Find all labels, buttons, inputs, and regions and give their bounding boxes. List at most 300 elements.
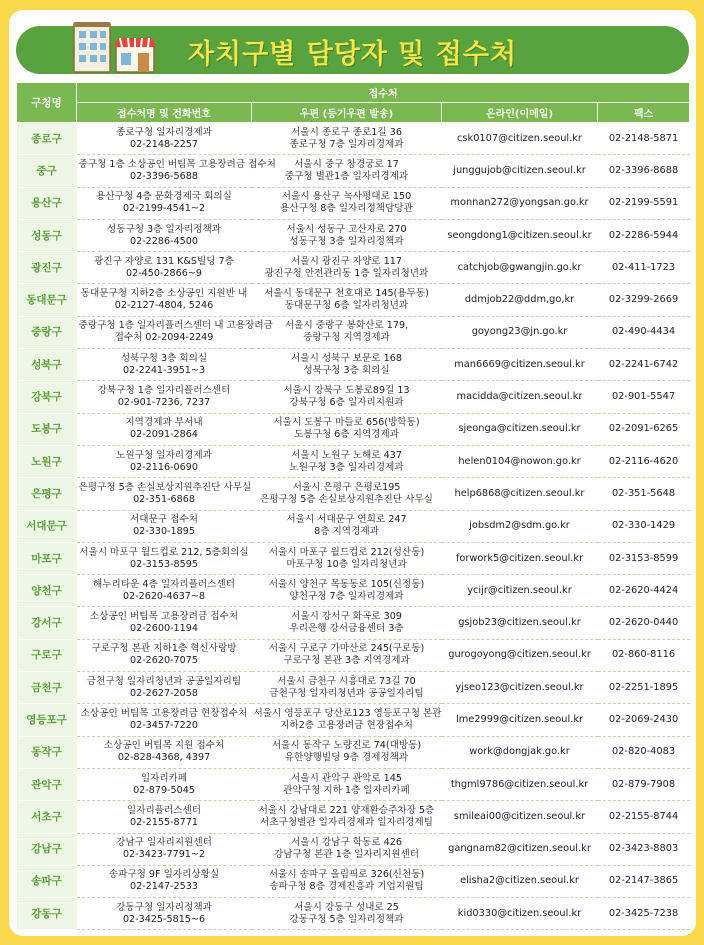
post-cell (252, 349, 442, 381)
fax-cell-line: 02-2620-4424 (608, 584, 679, 596)
post-cell-line: 강동구청 5층 일자리정책과 (289, 913, 404, 925)
district-cell-line: 강남구 (31, 843, 62, 856)
office-cell-line: 02-3457-7220 (130, 719, 198, 731)
fax-cell (598, 801, 690, 833)
district-cell-line: 성북구 (31, 358, 62, 371)
fax-cell (598, 316, 690, 348)
post-cell-line: 서울시 서대문구 연희로 247 (286, 514, 407, 526)
fax-cell-line: 02-3299-2669 (608, 294, 679, 306)
email-cell (442, 316, 598, 348)
email-cell (442, 704, 598, 736)
email-cell-line: ycijr@citizen.seoul.kr (467, 584, 572, 596)
email-cell (442, 219, 598, 251)
fax-cell-line: 02-820-4083 (611, 746, 676, 758)
email-cell (442, 187, 598, 219)
table-row (17, 187, 690, 219)
office-cell-line: 강북구청 1층 일자리플러스센터 (97, 385, 231, 397)
post-cell-line: 서울시 동대문구 천호대로 145(용두동) (264, 288, 429, 300)
fax-cell (598, 639, 690, 671)
office-cell-line: 광진구 자양로 131 K&S빌딩 7층 (94, 255, 234, 267)
district-cell (17, 445, 77, 477)
fax-cell (598, 219, 690, 251)
post-cell-line: 서울시 성북구 보문로 168 (291, 352, 402, 364)
table-row (17, 704, 690, 736)
office-cell-line: 02-3153-8595 (130, 558, 198, 570)
office-cell-line: 02-901-7236, 7237 (117, 397, 211, 409)
email-cell (442, 575, 598, 607)
email-cell-line: yjseo123@citizen.seoul.kr (455, 681, 584, 693)
office-cell-line: 서대문구 접수처 (130, 514, 198, 526)
post-cell-line: 동대문구청 6층 일자리청년과 (284, 300, 409, 312)
district-cell (17, 801, 77, 833)
district-cell (17, 898, 77, 930)
post-cell-line: 서울시 중랑구 봉화산로 179, (284, 320, 409, 332)
post-cell-line: 서울시 송파구 올림픽로 326(신천동) (268, 869, 425, 881)
fax-cell-line: 02-490-4434 (611, 326, 676, 338)
office-cell-line: 02-3396-5688 (130, 170, 198, 182)
fax-cell (598, 187, 690, 219)
post-cell (252, 672, 442, 704)
table-row (17, 123, 690, 155)
office-cell-line: 02-2241-3951~3 (122, 364, 206, 376)
post-cell (252, 801, 442, 833)
email-cell (442, 865, 598, 897)
fax-cell (598, 607, 690, 639)
district-cell-line: 강동구 (31, 907, 62, 920)
post-cell-line: 양천구청 7층 일자리경제과 (289, 590, 404, 602)
fax-cell-line: 02-2199-5591 (608, 197, 679, 209)
post-cell-line: 우리은행 강서금융센터 3층 (289, 623, 404, 635)
office-cell-line: 강남구 일자리지원센터 (116, 837, 212, 849)
post-cell-line: 서울시 중구 창경궁로 17 (294, 158, 399, 170)
office-cell (77, 704, 252, 736)
fax-cell-line: 02-3423-8803 (608, 843, 679, 855)
district-cell-line: 용산구 (31, 197, 62, 210)
email-cell-line: kid0330@citizen.seoul.kr (457, 907, 582, 919)
office-cell (77, 510, 252, 542)
post-cell-line: 서울시 종로구 종로1길 36 (291, 126, 402, 138)
district-cell (17, 413, 77, 445)
email-cell (442, 672, 598, 704)
district-cell (17, 510, 77, 542)
office-cell (77, 445, 252, 477)
post-cell-line: 서울시 광진구 자양로 117 (291, 255, 402, 267)
office-cell-line: 02-2600-1194 (130, 623, 198, 635)
email-cell (442, 445, 598, 477)
office-cell-line: 일자리플러스센터 (126, 804, 202, 816)
district-cell-line: 마포구 (31, 552, 62, 565)
office-cell-line: 02-2286-4500 (130, 235, 198, 247)
post-cell-line: 용산구청 8층 일자리정책담당관 (280, 203, 413, 215)
fax-cell-line: 02-330-1429 (611, 520, 676, 532)
fax-cell (598, 865, 690, 897)
district-cell (17, 704, 77, 736)
office-cell-line: 02-2155-8771 (130, 816, 198, 828)
district-header: 구청명 (17, 83, 77, 123)
fax-cell (598, 445, 690, 477)
office-cell (77, 607, 252, 639)
fax-cell (598, 672, 690, 704)
office-cell-line: 금천구청 일자리청년과 공공일자리팀 (86, 675, 242, 687)
fax-cell (598, 898, 690, 930)
district-cell-line: 도봉구 (31, 423, 62, 436)
table-row (17, 639, 690, 671)
office-cell-line: 종로구청 일자리경제과 (116, 126, 212, 138)
post-cell (252, 478, 442, 510)
post-cell-line: 송파구청 8층 경제진흥과 기업지원팀 (269, 881, 424, 893)
post-cell-line: 금천구청 일자리청년과 공공일자리팀 (269, 687, 424, 699)
email-cell-line: lme2999@citizen.seoul.kr (455, 713, 584, 725)
fax-cell (598, 575, 690, 607)
email-cell-line: catchjob@gwangjin.go.kr (457, 261, 582, 273)
office-cell (77, 575, 252, 607)
post-header: 우편 (등기우편 발송) (252, 103, 442, 123)
fax-cell-line: 02-2069-2430 (608, 713, 679, 725)
post-cell-line: 서울시 성동구 고산자로 270 (286, 223, 407, 235)
post-cell (252, 607, 442, 639)
post-cell (252, 187, 442, 219)
post-cell (252, 445, 442, 477)
table-row (17, 575, 690, 607)
office-cell-line: 은평구청 5층 손실보상지원추진단 사무실 (78, 481, 252, 493)
office-cell-line: 02-2620-4637~8 (122, 590, 206, 602)
post-cell (252, 413, 442, 445)
post-cell-line: 종로구청 7층 일자리경제과 (289, 138, 404, 150)
office-cell-line: 02-2116-0690 (130, 461, 198, 473)
district-cell (17, 672, 77, 704)
post-cell-line: 서울시 영등포구 당산로123 영등포구청 본관 (253, 707, 442, 719)
post-cell-line: 강북구청 6층 일자리지원과 (289, 397, 404, 409)
district-cell-line: 서대문구 (26, 520, 67, 533)
email-cell (442, 510, 598, 542)
table-row (17, 478, 690, 510)
table-row (17, 542, 690, 574)
district-cell-line: 금천구 (31, 681, 62, 694)
post-cell-line: 서울시 구로구 가마산로 245(구로동) (268, 643, 425, 655)
office-cell-line: 성동구청 3층 일자리정책과 (106, 223, 222, 235)
post-cell (252, 639, 442, 671)
email-cell (442, 542, 598, 574)
office-cell (77, 252, 252, 284)
email-cell-line: thgml9786@citizen.seoul.kr (450, 778, 589, 790)
office-cell (77, 542, 252, 574)
district-cell-line: 영등포구 (26, 713, 67, 726)
fax-cell-line: 02-3425-7238 (608, 907, 679, 919)
post-cell-line: 서울시 강남구 학동로 426 (291, 837, 402, 849)
email-cell (442, 898, 598, 930)
fax-cell (598, 252, 690, 284)
office-cell (77, 316, 273, 348)
office-cell-line: 동대문구청 지하2층 소상공인 지원반 내 (80, 288, 248, 300)
district-cell (17, 284, 77, 316)
email-cell (442, 349, 598, 381)
fax-cell-line: 02-2241-6742 (608, 358, 679, 370)
district-cell (17, 768, 77, 800)
fax-cell-line: 02-860-8116 (611, 649, 676, 661)
post-cell (252, 704, 442, 736)
district-cell (17, 252, 77, 284)
post-cell-line: 은평구청 5층 손실보상지원추진단 사무실 (260, 493, 433, 505)
email-cell-line: csk0107@citizen.seoul.kr (457, 132, 582, 144)
post-cell (252, 123, 442, 155)
office-cell (77, 155, 276, 187)
office-cell-line: 02-2147-2533 (130, 881, 198, 893)
table-row (17, 252, 690, 284)
table-row (17, 381, 690, 413)
fax-cell-line: 02-879-7908 (611, 778, 676, 790)
district-cell-line: 송파구 (31, 875, 62, 888)
email-cell-line: work@dongjak.go.kr (469, 746, 570, 758)
email-cell-line: helen0104@nowon.go.kr (458, 455, 581, 467)
post-cell-line: 서울시 강남대로 221 양재환승주차장 5층 (258, 804, 435, 816)
fax-cell-line: 02-3396-8688 (608, 164, 679, 176)
table-row (17, 865, 690, 897)
office-cell-line: 접수처 02-2094-2249 (114, 332, 214, 344)
fax-cell-line: 02-2116-4620 (608, 455, 679, 467)
post-cell-line: 서울시 강서구 화곡로 309 (291, 611, 402, 623)
post-cell-line: 서울시 동작구 노량진로 74(대방동) (271, 740, 422, 752)
fax-cell-line: 02-411-1723 (611, 261, 676, 273)
office-cell (77, 478, 252, 510)
district-cell-line: 강북구 (31, 391, 62, 404)
table-row (17, 219, 690, 251)
fax-cell (598, 155, 690, 187)
reception-header: 접수처 (77, 83, 690, 103)
email-cell-line: gsjob23@citizen.seoul.kr (458, 617, 581, 629)
office-cell (77, 736, 252, 768)
office-cell-line: 02-3425-5815~6 (122, 913, 206, 925)
district-cell-line: 양천구 (31, 584, 62, 597)
post-cell-line: 노원구청 3층 일자리경제과 (289, 461, 404, 473)
post-cell (252, 833, 442, 865)
post-cell-line: 서울시 관악구 관악로 145 (291, 772, 402, 784)
office-cell-line: 서울시 마포구 월드컵로 212, 5층회의실 (79, 546, 249, 558)
email-cell (442, 123, 598, 155)
office-cell-line: 02-2199-4541~2 (122, 203, 206, 215)
post-cell (252, 575, 442, 607)
office-cell (77, 801, 252, 833)
office-cell (77, 219, 252, 251)
email-cell (442, 155, 598, 187)
office-cell (77, 898, 252, 930)
office-cell-line: 용산구청 4층 문화경제국 회의실 (96, 191, 232, 203)
table-row (17, 155, 690, 187)
post-cell-line: 서울시 강동구 성내로 25 (294, 901, 399, 913)
table-row (17, 672, 690, 704)
post-cell (252, 510, 442, 542)
fax-cell (598, 833, 690, 865)
page-title: 자치구별 담당자 및 접수처 (187, 39, 518, 70)
email-cell (442, 801, 598, 833)
office-cell (77, 413, 252, 445)
post-cell-line: 서울시 도봉구 마들로 656(방학동) (273, 417, 420, 429)
office-cell-line: 02-3423-7791~2 (122, 849, 206, 861)
office-cell-line: 송파구청 9F 일자리상황실 (108, 869, 220, 881)
office-cell-line: 일자리카페 (140, 772, 188, 784)
online-header: 온라인(이메일) (442, 103, 598, 123)
office-cell-line: 02-2127-4804, 5246 (114, 300, 214, 312)
post-cell-line: 서울시 용산구 녹사평대로 150 (281, 191, 412, 203)
office-cell (77, 381, 252, 413)
post-cell-line: 서울시 강북구 도봉로89길 13 (283, 385, 410, 397)
fax-cell-line: 02-2091-6265 (608, 423, 679, 435)
district-cell-line: 중랑구 (31, 326, 62, 339)
post-cell (252, 865, 442, 897)
office-cell-line: 구로구청 본관 지하1층 혁신사랑방 (91, 643, 237, 655)
office-cell (77, 639, 252, 671)
district-cell (17, 736, 77, 768)
table-body (17, 123, 690, 930)
fax-cell-line: 02-2147-3865 (608, 875, 679, 887)
email-cell (442, 833, 598, 865)
post-cell (252, 252, 442, 284)
district-cell (17, 575, 77, 607)
table-row (17, 445, 690, 477)
email-cell (442, 478, 598, 510)
post-cell (252, 316, 442, 348)
district-cell (17, 187, 77, 219)
office-cell-line: 02-2627-2058 (130, 687, 198, 699)
district-cell-line: 동대문구 (26, 294, 67, 307)
table-row (17, 316, 690, 348)
fax-cell (598, 768, 690, 800)
email-cell-line: macidda@citizen.seoul.kr (456, 391, 583, 403)
email-cell-line: monnan272@yongsan.go.kr (450, 197, 589, 209)
poster-frame (9, 10, 696, 936)
post-cell (252, 219, 442, 251)
fax-header: 팩스 (598, 103, 690, 123)
district-cell-line: 동작구 (31, 746, 62, 759)
office-cell-line: 중랑구청 1층 일자리플러스센터 내 고용장려금 (78, 320, 273, 332)
district-cell (17, 865, 77, 897)
district-cell-line: 광진구 (31, 261, 62, 274)
email-cell-line: forwork5@citizen.seoul.kr (455, 552, 584, 564)
fax-cell (598, 413, 690, 445)
table-row (17, 413, 690, 445)
district-cell (17, 381, 77, 413)
district-cell-line: 관악구 (31, 778, 62, 791)
fax-cell-line: 02-2155-8744 (608, 810, 679, 822)
fax-cell (598, 349, 690, 381)
district-cell (17, 542, 77, 574)
district-cell (17, 478, 77, 510)
post-cell (252, 736, 442, 768)
email-cell (442, 413, 598, 445)
email-cell (442, 607, 598, 639)
fax-cell (598, 123, 690, 155)
office-cell (77, 187, 252, 219)
post-cell-line: 관악구청 지하 1층 일자리카페 (283, 784, 410, 796)
office-cell-line: 02-2148-2257 (130, 138, 198, 150)
post-cell (252, 381, 442, 413)
office-cell-line: 02-828-4368, 4397 (117, 752, 211, 764)
table-row (17, 768, 690, 800)
email-cell-line: elisha2@citizen.seoul.kr (460, 875, 579, 887)
post-cell (252, 542, 442, 574)
fax-cell-line: 02-2286-5944 (608, 229, 679, 241)
district-cell (17, 833, 77, 865)
email-cell (442, 736, 598, 768)
district-cell-line: 노원구 (31, 455, 62, 468)
post-cell-line: 서울시 양천구 목동동로 105(신정동) (268, 578, 425, 590)
post-cell-line: 서울시 마포구 월드컵로 212(성산동) (268, 546, 425, 558)
email-cell (442, 284, 598, 316)
post-cell-line: 서울시 은평구 은평로195 (292, 481, 401, 493)
post-cell (252, 155, 442, 187)
district-cell (17, 219, 77, 251)
office-cell-line: 02-330-1895 (133, 526, 195, 538)
district-cell (17, 607, 77, 639)
email-cell-line: goyong23@jn.go.kr (471, 326, 568, 338)
office-cell-line: 소상공인 버팀목 고용장려금 접수처 (89, 611, 239, 623)
email-cell-line: junggujob@citizen.seoul.kr (453, 164, 586, 176)
office-cell-line: 02-2091-2864 (130, 429, 198, 441)
office-cell (77, 284, 252, 316)
fax-cell (598, 736, 690, 768)
email-cell-line: sjeonga@citizen.seoul.kr (458, 423, 581, 435)
office-cell (77, 833, 252, 865)
title-banner (16, 26, 689, 74)
fax-cell (598, 381, 690, 413)
post-cell-line: 성북구청 3층 회의실 (303, 364, 390, 376)
office-cell-line: 지역경제과 부서내 (125, 417, 203, 429)
office-header: 접수처명 및 전화번호 (77, 103, 252, 123)
fax-cell (598, 478, 690, 510)
email-cell-line: seongdong1@citizen.seoul.kr (447, 229, 592, 241)
post-cell-line: 지하2층 고용장려금 현장접수처 (280, 719, 413, 731)
office-cell-line: 02-450-2866~9 (125, 267, 202, 279)
email-cell (442, 252, 598, 284)
office-cell-line: 노원구청 일자리경제과 (116, 449, 212, 461)
office-cell (77, 768, 252, 800)
district-cell-line: 서초구 (31, 810, 62, 823)
post-cell-line: 8층 지역경제과 (314, 526, 379, 538)
post-cell-line: 광진구청 안전관리동 1층 일자리청년과 (264, 267, 429, 279)
email-cell-line: smileai00@citizen.seoul.kr (453, 810, 586, 822)
office-cell (77, 672, 252, 704)
email-cell-line: man6669@citizen.seoul.kr (454, 358, 585, 370)
district-cell-line: 성동구 (31, 229, 62, 242)
office-cell-line: 02-351-6868 (133, 493, 195, 505)
district-cell-line: 구로구 (31, 649, 62, 662)
fax-cell (598, 704, 690, 736)
district-cell-line: 강서구 (31, 617, 62, 630)
post-cell-line: 중랑구청 지역경제과 (303, 332, 390, 344)
fax-cell-line: 02-901-5547 (611, 391, 676, 403)
email-cell-line: jobsdm2@sdm.go.kr (469, 520, 570, 532)
office-cell-line: 소상공인 버팀목 지원 접수처 (103, 740, 225, 752)
fax-cell (598, 542, 690, 574)
email-cell (442, 381, 598, 413)
fax-cell (598, 284, 690, 316)
fax-cell-line: 02-2251-1895 (608, 681, 679, 693)
office-cell-line: 소상공인 버팀목 고용장려금 현장접수처 (80, 707, 248, 719)
table-row (17, 607, 690, 639)
district-cell-line: 중구 (36, 164, 57, 177)
district-cell (17, 316, 77, 348)
office-cell-line: 해누리타운 4층 일자리플러스센터 (93, 578, 235, 590)
post-cell-line: 강남구청 본관 1층 일자리지원센터 (274, 849, 419, 861)
fax-cell-line: 02-351-5648 (611, 487, 676, 499)
contact-table (16, 82, 690, 930)
email-cell (442, 768, 598, 800)
office-cell-line: 중구청 1층 소상공인 버팀목 고용장려금 접수처 (78, 158, 276, 170)
post-cell-line: 유한양행빌딩 9층 경제정책과 (284, 752, 409, 764)
district-cell (17, 123, 77, 155)
fax-cell-line: 02-2620-0440 (608, 617, 679, 629)
table-row (17, 349, 690, 381)
post-cell-line: 도봉구청 6층 지역경제과 (294, 429, 399, 441)
